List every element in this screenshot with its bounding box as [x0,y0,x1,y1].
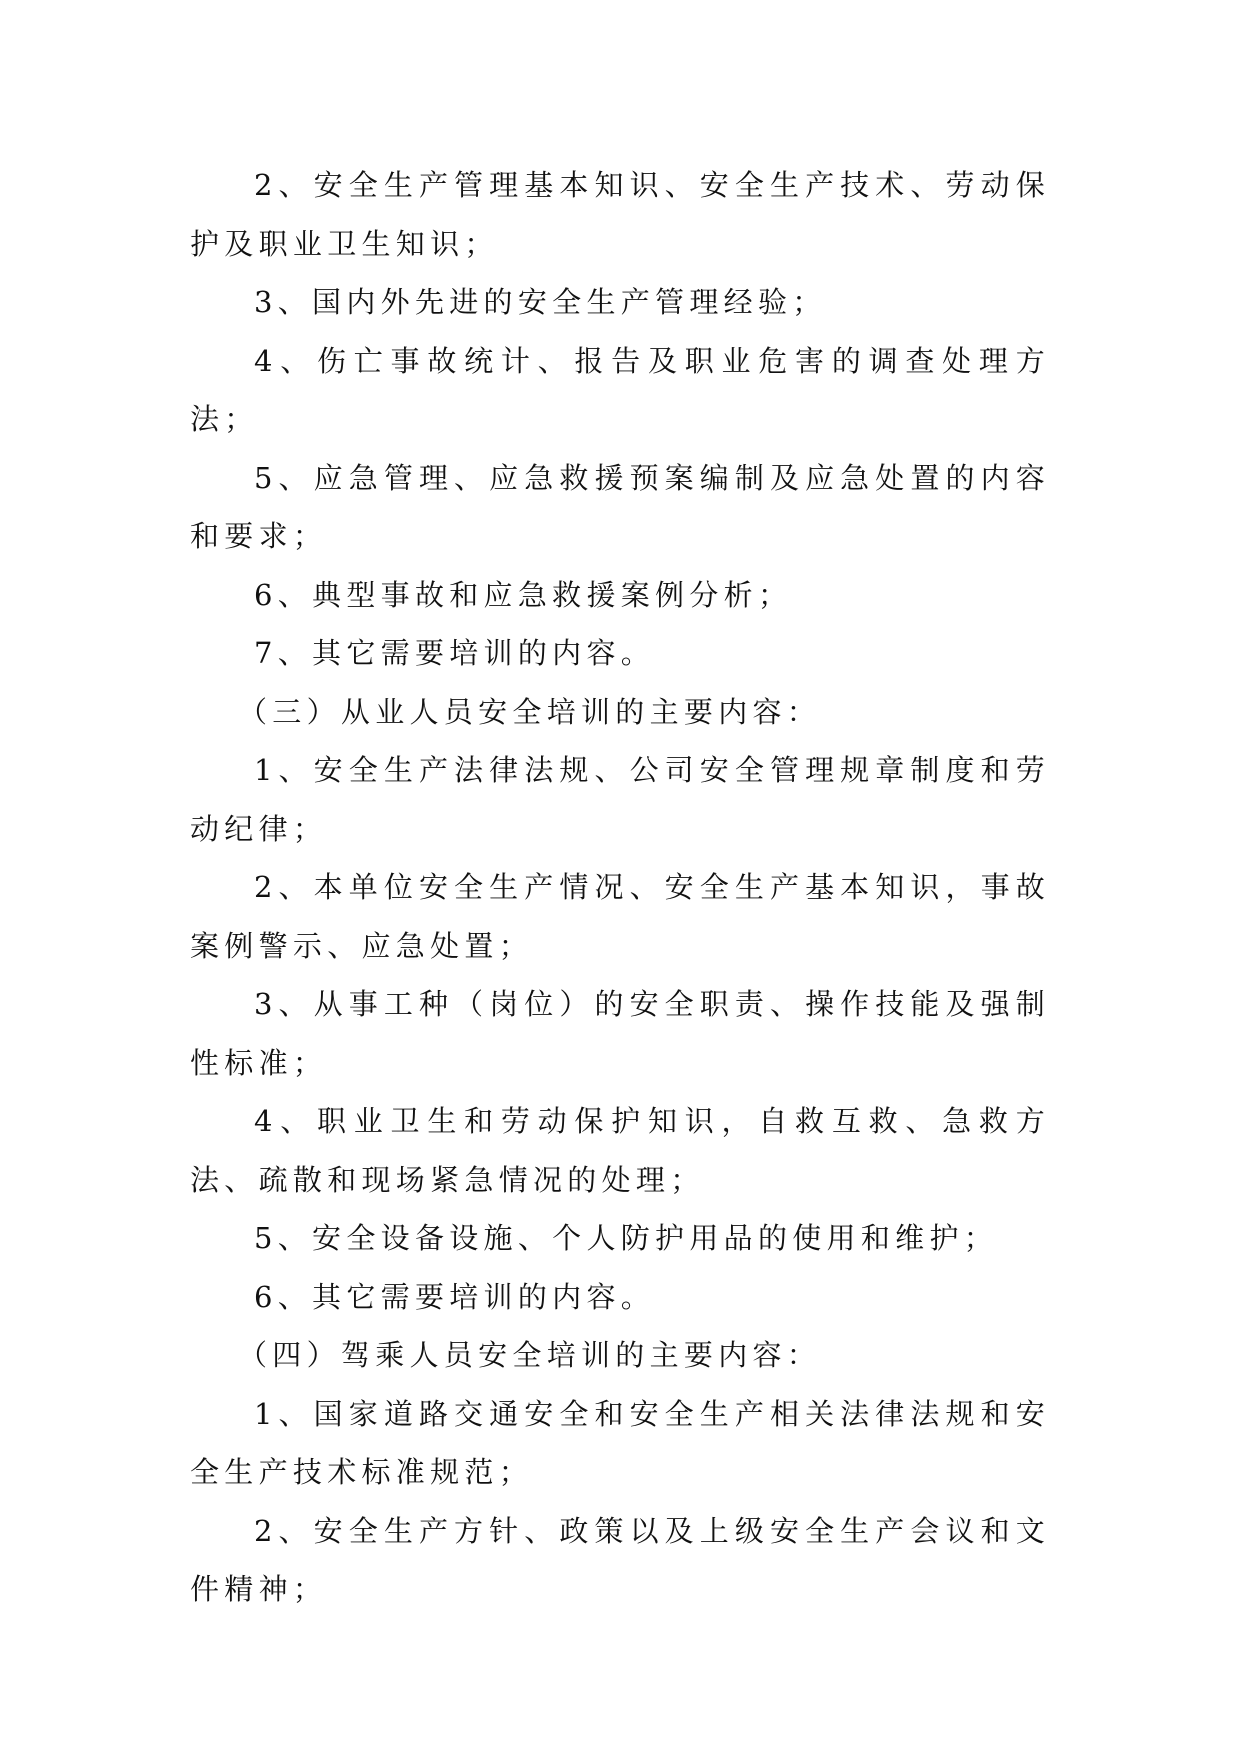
section-heading: （四）驾乘人员安全培训的主要内容： [238,1338,822,1372]
list-item: 5、安全设备设施、个人防护用品的使用和维护； [254,1221,999,1255]
list-item: 3、从事工种（岗位）的安全职责、操作技能及强制性标准； [190,987,1050,1080]
section-heading: （三）从业人员安全培训的主要内容： [238,694,822,729]
list-item: 5、应急管理、应急救援预案编制及应急处置的内容和要求； [190,460,1050,553]
list-item: 2、本单位安全生产情况、安全生产基本知识，事故案例警示、应急处置； [190,870,1050,963]
list-item: 4、伤亡事故统计、报告及职业危害的调查处理方法； [190,343,1050,436]
list-item: 1、国家道路交通安全和安全生产相关法律法规和安全生产技术标准规范； [190,1396,1050,1489]
list-item: 6、典型事故和应急救援案例分析； [254,577,793,612]
list-item: 7、其它需要培训的内容。 [254,636,656,670]
document-body [190,156,1050,1619]
list-item: 6、其它需要培训的内容。 [254,1279,656,1314]
list-item: 2、安全生产方针、政策以及上级安全生产会议和文件精神； [190,1513,1050,1606]
list-item: 3、国内外先进的安全生产管理经验； [254,285,827,319]
list-item: 2、安全生产管理基本知识、安全生产技术、劳动保护及职业卫生知识； [190,168,1050,261]
list-item: 1、安全生产法律法规、公司安全管理规章制度和劳动纪律； [190,753,1050,846]
list-item: 4、职业卫生和劳动保护知识，自救互救、急救方法、疏散和现场紧急情况的处理； [190,1104,1050,1197]
